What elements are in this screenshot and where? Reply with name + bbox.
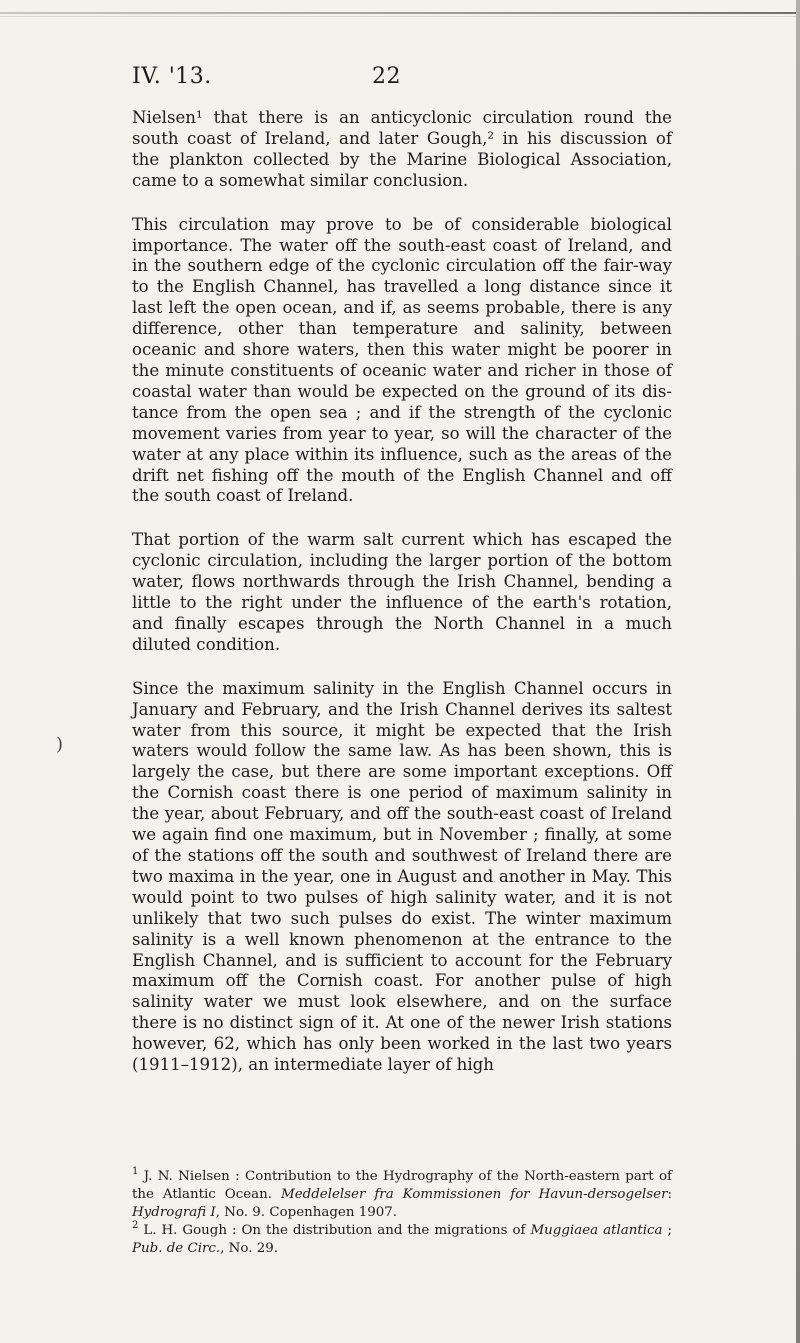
footnote-1-italic-b: Hydrografi I: [132, 1205, 216, 1220]
top-border-rule-secondary: [0, 16, 800, 17]
footnote-2: [132, 1222, 672, 1258]
footnote-1-text-a: J. N. Nielsen : Contribution to the Hydrography of the North-eastern part of the Atlantic Ocean.: [132, 1169, 672, 1202]
page-edge-shadow: [796, 0, 800, 1343]
footnote-1-text-c: , No. 9. Copenhagen 1907.: [215, 1205, 398, 1220]
top-border-rule: [0, 12, 800, 14]
footnote-2-mark: 2: [132, 1220, 139, 1231]
page-number: 22: [372, 64, 401, 89]
paragraph-2: This circulation may prove to be of considerable biological importance. The water off the south-east coast of Ireland, and in the southern edge of the cyclonic circulation off the fair-way to the English Channel, has travelled a long distance since it last left the open ocean, and if, as seems probable, there is any difference, other than temperature and salinity, between oceanic and shore waters, then this water might be poorer in the minute constituents of oceanic water and richer in those of coastal water than would be expected on the ground of its dis-tance from the open sea ; and if the strength of the cyclonic movement varies from year to year, so will the character of the water at any place within its influence, such as the areas of the drift net fishing off the mouth of the English Channel and off the south coast of Ireland.: [132, 214, 672, 506]
footnote-1-italic-a: Meddelelser fra Kommissionen for Havun-dersogelser: [280, 1187, 668, 1202]
running-header: [132, 64, 676, 96]
footnote-1-text-b: :: [667, 1187, 672, 1202]
body-text: [132, 108, 672, 1099]
footnote-1: [132, 1168, 672, 1222]
volume-label: IV. '13.: [132, 64, 212, 89]
paragraph-4: Since the maximum salinity in the English Channel occurs in January and February, and the Irish Channel derives its saltest water from this source, it might be expected that the Irish waters would follow the same law. As has been shown, this is largely the case, but there are some important exceptions. Off the Cornish coast there is one period of maximum salinity in the year, about February, and off the south-east coast of Ireland we again find one maximum, but in November ; finally, at some of the stations off the south and southwest of Ireland there are two maxima in the year, one in August and another in May. This would point to two pulses of high salinity water, and it is not unlikely that two such pulses do exist. The winter maximum salinity is a well known phenomenon at the entrance to the English Channel, and is sufficient to account for the February maximum off the Cornish coast. For another pulse of high salinity water we must look elsewhere, and on the surface there is no distinct sign of it. At one of the newer Irish stations however, 62, which has only been worked in the last two years (1911–1912), an intermediate layer of high: [132, 678, 672, 1075]
footnote-2-italic-a: Muggiaea atlantica: [530, 1223, 663, 1238]
footnote-2-text-b: ;: [662, 1223, 672, 1238]
footnote-1-mark: 1: [132, 1166, 139, 1177]
footnote-2-italic-b: Pub. de Circ.: [132, 1241, 221, 1256]
footnote-2-text-a: L. H. Gough : On the distribution and the migrations of: [143, 1223, 531, 1238]
footnote-2-text-c: , No. 29.: [220, 1241, 279, 1256]
footnotes: [132, 1168, 672, 1258]
paragraph-3: That portion of the warm salt current which has escaped the cyclonic circulation, including the larger portion of the bottom water, flows northwards through the Irish Channel, bending a little to the right under the influence of the earth's rotation, and finally escapes through the North Channel in a much diluted condition.: [132, 530, 672, 654]
paragraph-1: Nielsen¹ that there is an anticyclonic circulation round the south coast of Ireland, and later Gough,² in his discussion of the plankton collected by the Marine Biological Association, came to a somewhat similar conclusion.: [132, 108, 672, 190]
margin-mark: ): [56, 734, 64, 755]
